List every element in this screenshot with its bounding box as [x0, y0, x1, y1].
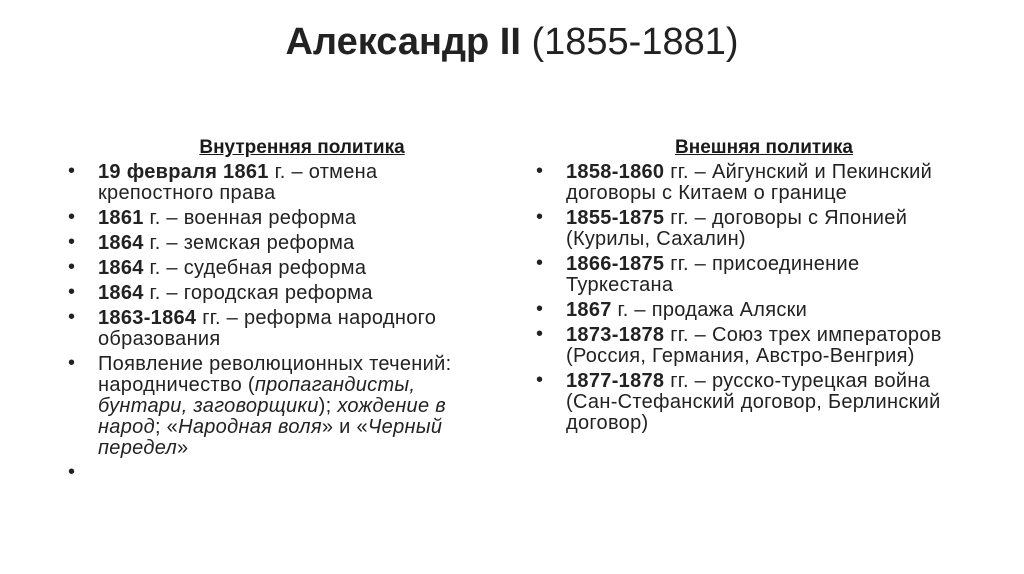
item-text: г. – отмена крепостного права: [98, 161, 378, 204]
item-date: 1861: [98, 207, 144, 229]
list-item: [534, 300, 954, 321]
list-item: [534, 254, 954, 296]
list-item: [534, 371, 954, 434]
item-date: 1863-1864: [98, 307, 197, 329]
item-text: гг. – Айгунский и Пекинский договоры с Китаем о границе: [566, 161, 933, 204]
movements-text: » и «: [321, 416, 368, 438]
item-date: 1877-1878: [566, 370, 665, 392]
movements-italic: Черный передел: [98, 416, 443, 459]
item-date: 1866-1875: [566, 253, 665, 275]
item-date: 1864: [98, 257, 144, 279]
item-date: 1864: [98, 282, 144, 304]
title-name: Александр II: [285, 21, 521, 63]
movements-italic: Народная воля: [178, 416, 322, 438]
internal-policy-list: [66, 162, 486, 484]
list-item: [66, 308, 486, 350]
item-text: г. – продажа Аляски: [611, 299, 808, 321]
revolutionary-movements-item: [66, 354, 486, 459]
movements-text: »: [177, 437, 189, 459]
empty-list-item: [66, 463, 486, 484]
item-date: 1864: [98, 232, 144, 254]
internal-policy-column: [66, 136, 486, 488]
external-policy-column: [534, 136, 954, 438]
item-date: 1873-1878: [566, 324, 665, 346]
title-years: (1855-1881): [531, 21, 739, 63]
movements-text: ; «: [154, 416, 179, 438]
item-date: 1867: [566, 299, 612, 321]
slide-title: [0, 18, 1024, 66]
item-text: г. – земская реформа: [143, 232, 355, 254]
item-text: г. – военная реформа: [143, 207, 357, 229]
list-item: [66, 233, 486, 254]
external-policy-heading: Внешняя политика: [675, 137, 853, 158]
movements-italic: хождение в народ: [98, 395, 446, 438]
item-date: 19 февраля 1861: [98, 161, 269, 183]
list-item: [534, 208, 954, 250]
movements-text: );: [318, 395, 338, 417]
item-date: 1855-1875: [566, 207, 665, 229]
item-text: г. – городская реформа: [143, 282, 373, 304]
internal-policy-heading: Внутренняя политика: [199, 137, 405, 158]
movements-italic: пропагандисты, бунтари, заговорщики: [98, 374, 416, 417]
item-text: гг. – присоединение Туркестана: [566, 253, 860, 296]
item-text: гг. – русско-турецкая война (Сан-Стефанский договор, Берлинский договор): [566, 370, 941, 434]
item-date: 1858-1860: [566, 161, 665, 183]
list-item: [66, 283, 486, 304]
list-item: [66, 162, 486, 204]
movements-text: Появление революционных течений: народничество (: [98, 353, 452, 396]
item-text: г. – судебная реформа: [143, 257, 367, 279]
list-item: [534, 325, 954, 367]
item-text: гг. – Союз трех императоров (Россия, Германия, Австро-Венгрия): [566, 324, 942, 367]
list-item: [534, 162, 954, 204]
item-text: гг. – реформа народного образования: [98, 307, 437, 350]
item-text: гг. – договоры с Японией (Курилы, Сахалин): [566, 207, 908, 250]
list-item: [66, 258, 486, 279]
external-policy-list: [534, 162, 954, 434]
list-item: [66, 208, 486, 229]
